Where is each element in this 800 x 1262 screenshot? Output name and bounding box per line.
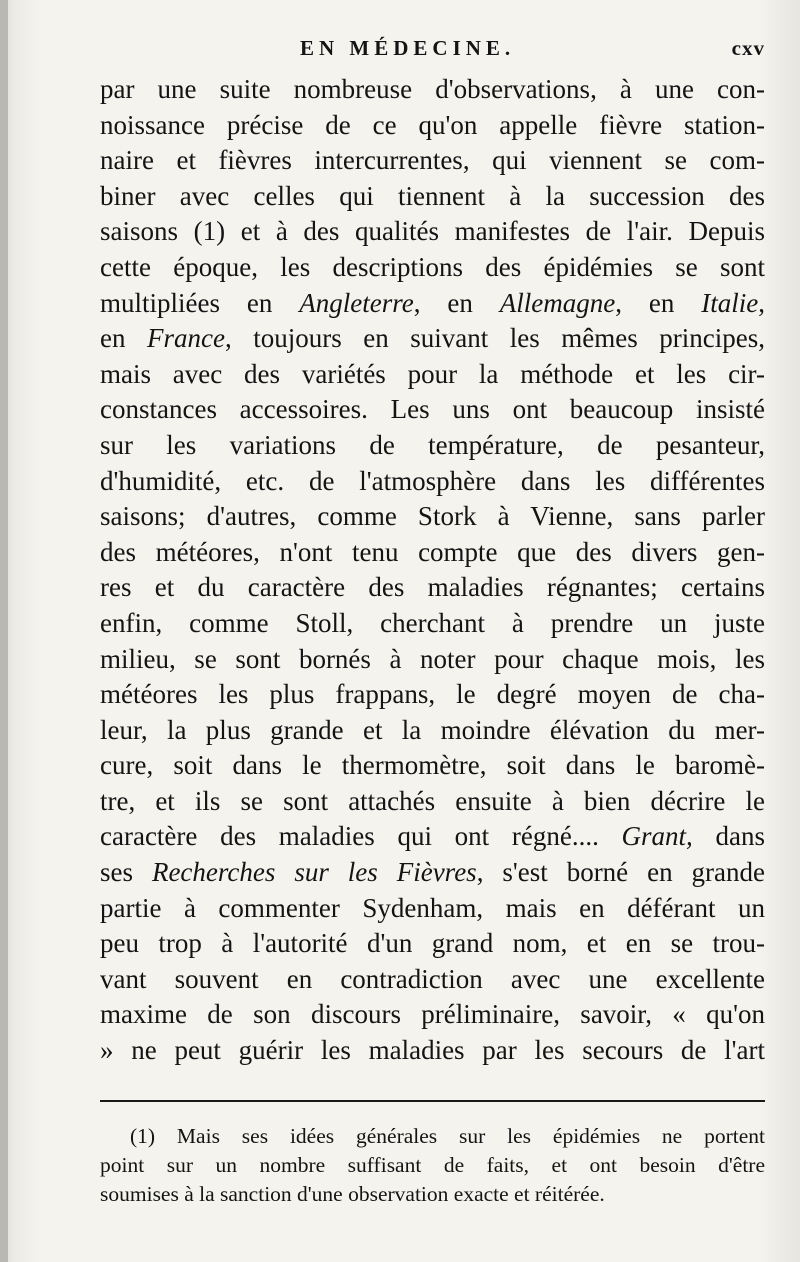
text-run: constances accessoires. Les uns ont beaucoup insisté <box>100 394 765 425</box>
text-line <box>100 392 765 428</box>
italic-text: Grant, <box>621 821 693 852</box>
text-line <box>100 819 765 855</box>
text-line <box>100 677 765 713</box>
text-run: , toujours en suivant les mêmes principes, <box>224 323 766 354</box>
text-run: enfin, comme Stoll, cherchant à prendre un juste <box>100 607 765 638</box>
italic-text: Angleterre <box>299 287 414 318</box>
text-run: , en <box>413 287 500 318</box>
text-run: cure, soit dans le thermomètre, soit dans le baromè- <box>100 750 765 781</box>
text-run: mais avec des variétés pour la méthode et les cir- <box>100 358 765 389</box>
text-line <box>100 286 765 322</box>
text-run: milieu, se sont bornés à noter pour chaque mois, les <box>100 643 765 674</box>
text-line <box>100 606 765 642</box>
text-line <box>100 214 765 250</box>
text-line <box>100 784 765 820</box>
page-header <box>100 36 765 66</box>
text-line <box>100 357 765 393</box>
text-line <box>100 855 765 891</box>
text-run: caractère des maladies qui ont régné.... <box>100 821 622 852</box>
text-line <box>100 1033 765 1069</box>
text-line <box>100 748 765 784</box>
text-run: maxime de son discours préliminaire, savoir, « qu'on <box>100 999 765 1030</box>
footnote-line: (1) Mais ses idées générales sur les épidémies ne portent <box>130 1124 765 1148</box>
text-run: , <box>758 287 765 318</box>
text-line <box>100 570 765 606</box>
text-run: peu trop à l'autorité d'un grand nom, et en se trou- <box>100 928 765 959</box>
text-run: tre, et ils se sont attachés ensuite à bien décrire le <box>100 785 765 816</box>
footnote-separator-rule <box>100 1100 765 1102</box>
text-run: vant souvent en contradiction avec une excellente <box>100 963 765 994</box>
text-run: noissance précise de ce qu'on appelle fièvre station- <box>100 109 765 140</box>
text-run: ses <box>100 857 152 888</box>
text-line <box>100 72 765 108</box>
text-run: par une suite nombreuse d'observations, à une con- <box>100 74 765 104</box>
text-run: » ne peut guérir les maladies par les secours de l'art <box>100 1035 765 1066</box>
text-line <box>100 321 765 357</box>
footnote <box>100 1122 765 1209</box>
italic-text: Allemagne <box>499 287 616 318</box>
text-line <box>100 108 765 144</box>
text-run: des météores, n'ont tenu compte que des divers gen- <box>100 536 765 567</box>
text-line <box>100 713 765 749</box>
text-run: res et du caractère des maladies régnantes; certains <box>100 572 765 603</box>
text-line <box>100 464 765 500</box>
text-line <box>100 926 765 962</box>
text-run: sur les variations de température, de pesanteur, <box>100 429 765 460</box>
text-run: , s'est borné en grande <box>476 857 766 888</box>
text-line <box>100 143 765 179</box>
text-line <box>100 250 765 286</box>
text-run: leur, la plus grande et la moindre élévation du mer- <box>100 714 765 745</box>
text-line <box>100 428 765 464</box>
text-run: biner avec celles qui tiennent à la succession des <box>100 180 765 211</box>
text-run: , en <box>615 287 702 318</box>
text-run: multipliées en <box>100 287 300 318</box>
italic-text: France <box>147 323 225 354</box>
text-run: en <box>100 323 148 354</box>
running-head: EN MÉDECINE. <box>300 36 516 60</box>
footnote-line: point sur un nombre suffisant de faits, et ont besoin d'être <box>100 1153 765 1177</box>
text-run: d'humidité, etc. de l'atmosphère dans les différentes <box>100 465 765 496</box>
footnote-line: soumises à la sanction d'une observation exacte et réitérée. <box>100 1182 605 1206</box>
text-line <box>100 499 765 535</box>
text-run: partie à commenter Sydenham, mais en déférant un <box>100 892 765 923</box>
text-line <box>100 997 765 1033</box>
text-run: naire et fièvres intercurrentes, qui viennent se com- <box>100 145 765 176</box>
italic-text: Italie <box>701 287 759 318</box>
text-run: saisons (1) et à des qualités manifestes de l'air. Depuis <box>100 216 765 247</box>
page-number: cxv <box>731 36 765 60</box>
text-run: cette époque, les descriptions des épidémies se sont <box>100 251 765 282</box>
page-gutter-shadow <box>0 0 8 1262</box>
text-line <box>100 535 765 571</box>
text-line <box>100 179 765 215</box>
text-line <box>100 642 765 678</box>
text-run: dans <box>692 821 765 852</box>
text-run: saisons; d'autres, comme Stork à Vienne, sans parler <box>100 501 765 532</box>
text-run: météores les plus frappans, le degré moyen de cha- <box>100 679 765 710</box>
italic-text: Recherches sur les Fièvres <box>151 857 477 888</box>
text-line <box>100 962 765 998</box>
main-text <box>100 72 765 1069</box>
text-line <box>100 891 765 927</box>
